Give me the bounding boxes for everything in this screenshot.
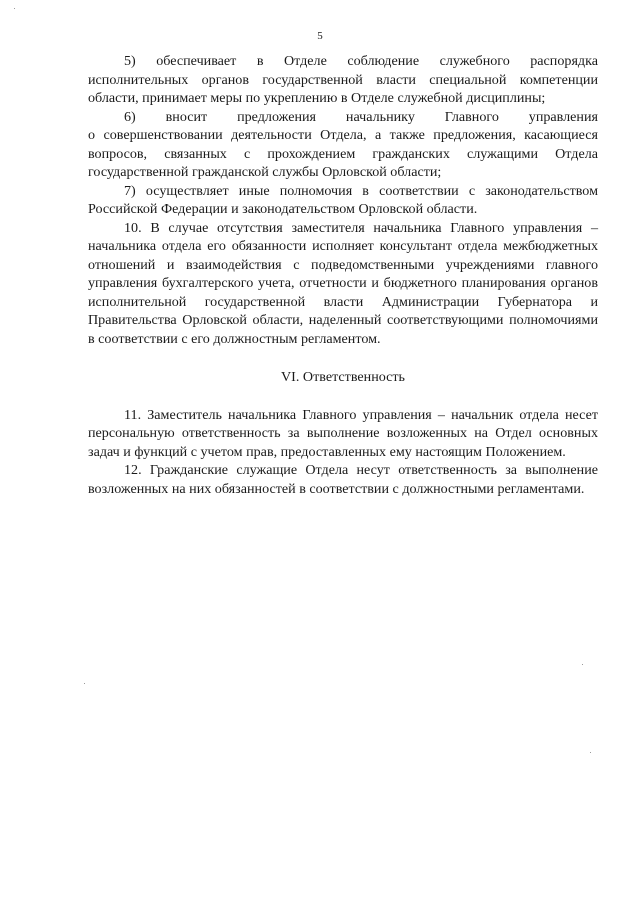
paragraph-item-6: 6) вносит предложения начальнику Главного управления о совершенствовании деятельности Отдела, а также предложения, касающиеся вопросов, связанных с прохождением гражданских служащими Отдела государственной гражданской службы Орловской области; (88, 108, 598, 180)
scan-speck (590, 752, 591, 753)
section-heading: VI. Ответственность (281, 369, 405, 385)
scan-speck (582, 664, 583, 665)
document-body (88, 52, 598, 498)
paragraph-clause-10: 10. В случае отсутствия заместителя начальника Главного управления – начальника отдела его обязанности исполняет консультант отдела межбюджетных отношений и взаимодействия с подведомственными учреждениями главного управления бухгалтерского учета, отчетности и бюджетного планирования органов исполнительной государственной власти Администрации Губернатора и Правительства Орловской области, наделенный соответствующими полномочиями в соответствии с его должностным регламентом. (88, 219, 598, 347)
paragraph-item-7: 7) осуществляет иные полномочия в соответствии с законодательством Российской Федерации и законодательством Орловской области. (88, 182, 598, 217)
scan-speck (14, 8, 15, 9)
page-number: 5 (317, 30, 323, 42)
scan-speck (84, 683, 85, 684)
paragraph-clause-11: 11. Заместитель начальника Главного управления – начальник отдела несет персональную ответственность за выполнение возложенных на Отдел основных задач и функций с учетом прав, предоставленных ему настоящим Положением. (88, 406, 598, 460)
paragraph-item-5: 5) обеспечивает в Отделе соблюдение служебного распорядка исполнительных органов государственной власти специальной компетенции области, принимает меры по укреплению в Отделе служебной дисциплины; (88, 53, 598, 106)
paragraph-clause-12: 12. Гражданские служащие Отдела несут ответственность за выполнение возложенных на них обязанностей в соответствии с должностными регламентами. (88, 462, 598, 497)
